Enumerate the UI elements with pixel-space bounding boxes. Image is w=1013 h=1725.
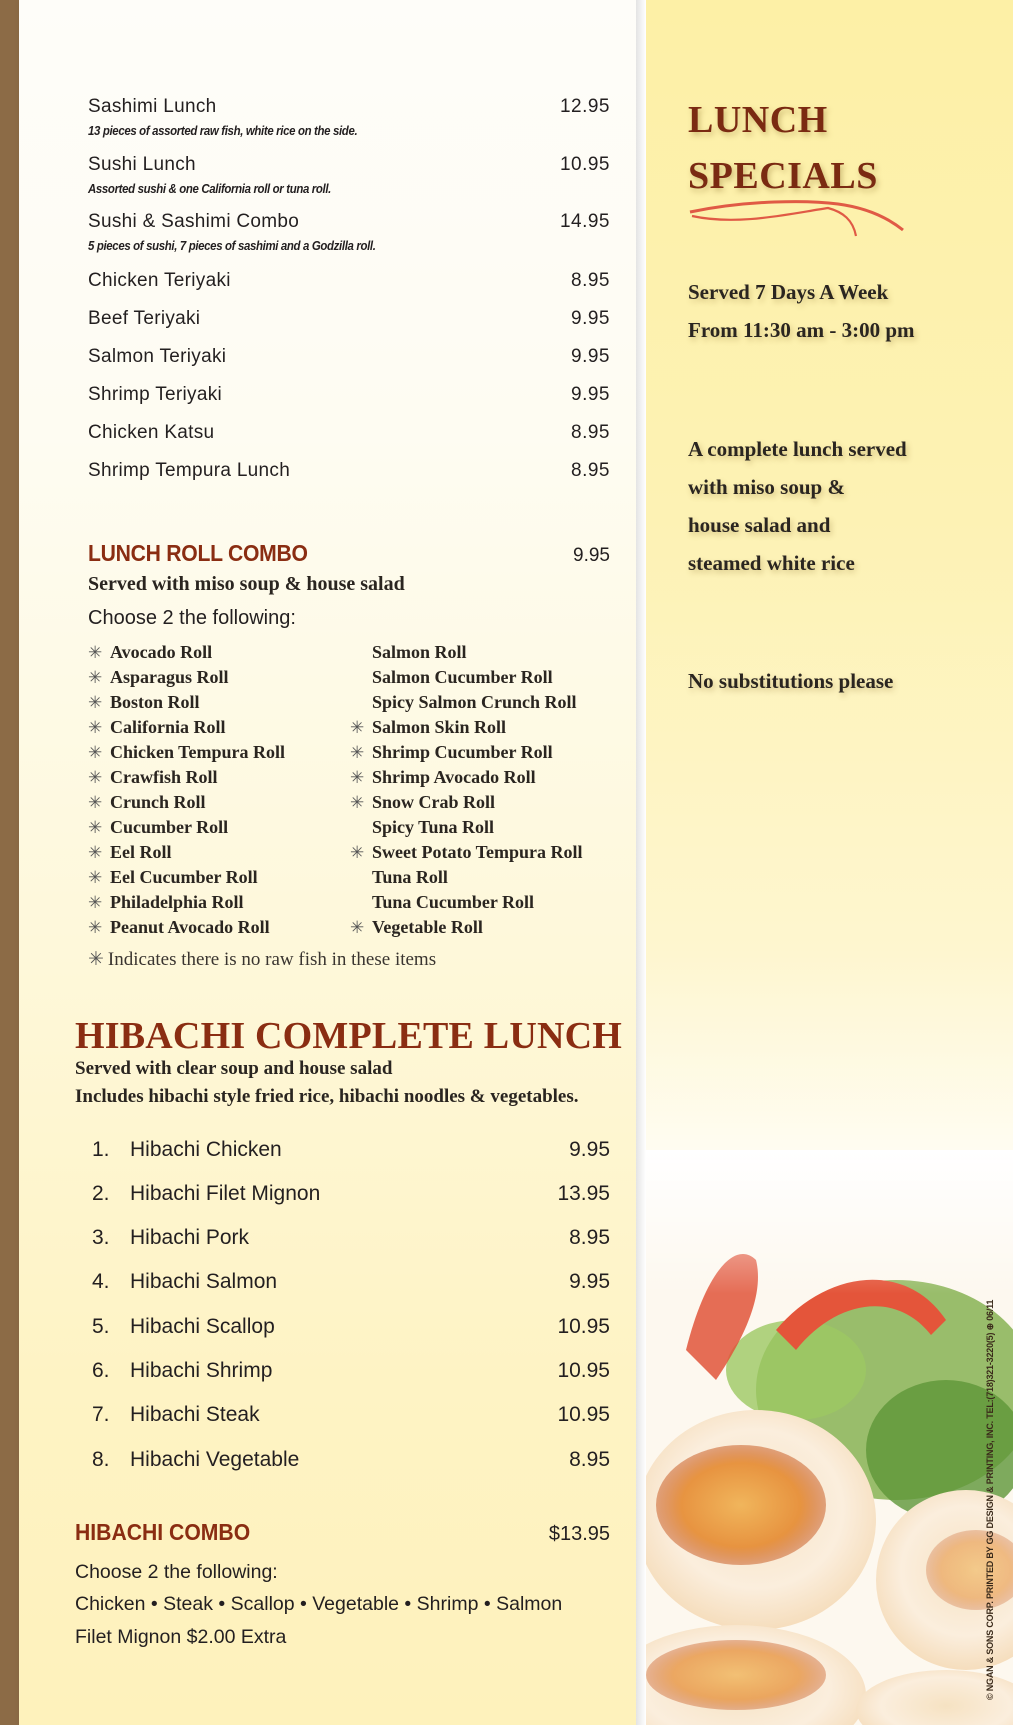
no-raw-fish-star-icon: ✳ [88,643,103,662]
printer-credit: © NGAN & SONS CORP. PRINTED BY GG DESIGN & PRINTING, INC. TEL:(718)321-3220(5) ⊕ 06/11 [985,1299,995,1700]
roll-item: ✳ Eel Roll [88,840,285,865]
menu-item-name: Shrimp Teriyaki [88,384,223,405]
menu-item-price: 8.95 [571,460,610,481]
menu-item-price: 8.95 [571,422,610,443]
section-price: $13.95 [548,1523,610,1545]
roll-list-column-1 [88,640,285,940]
no-raw-fish-star-icon: ✳ [88,793,103,812]
menu-item-name: Chicken Katsu [88,422,215,443]
roll-item: ✳ Sweet Potato Tempura Roll [350,840,583,865]
decorative-swash-icon [688,200,908,245]
section-subtitle: Served with miso soup & house salad [88,573,405,595]
roll-item: ✳ Snow Crab Roll [350,790,583,815]
no-raw-fish-star-icon: ✳ [88,818,103,837]
hibachi-includes: Includes hibachi style fried rice, hibachi noodles & vegetables. [75,1086,579,1107]
hibachi-item: 5. Hibachi Scallop 10.95 [92,1315,610,1338]
roll-item: ✳ Chicken Tempura Roll [88,740,285,765]
roll-item: ✳ Asparagus Roll [88,665,285,690]
menu-item [88,211,610,233]
hibachi-item: 3. Hibachi Pork 8.95 [92,1226,610,1249]
menu-item-price: 8.95 [571,270,610,291]
menu-item-price: 9.95 [571,384,610,405]
combo-options: Chicken • Steak • Scallop • Vegetable • Shrimp • Salmon [75,1593,563,1615]
hibachi-item: 2. Hibachi Filet Mignon 13.95 [92,1182,610,1205]
roll-item: ✳ Shrimp Avocado Roll [350,765,583,790]
raw-fish-footnote: ✳ Indicates there is no raw fish in these items [88,949,437,970]
roll-item: ✳ Boston Roll [88,690,285,715]
no-raw-fish-star-icon: ✳ [88,693,103,712]
menu-item [88,270,610,292]
roll-item: ✳ Vegetable Roll [350,915,583,940]
hibachi-item: 1. Hibachi Chicken 9.95 [92,1138,610,1161]
no-raw-fish-star-icon: ✳ [88,868,103,887]
roll-list-column-2 [350,640,583,940]
section-price: 9.95 [573,545,610,566]
menu-item-price: 14.95 [559,211,610,232]
no-substitutions-note: No substitutions please [688,669,894,693]
menu-item-price: 9.95 [571,308,610,329]
menu-item-name: Salmon Teriyaki [88,346,227,367]
lunch-description: A complete lunch served with miso soup & house salad and steamed white rice [688,437,907,575]
no-raw-fish-star-icon: ✳ [88,743,103,762]
menu-item [88,96,610,118]
no-raw-fish-star-icon: ✳ [88,718,103,737]
no-raw-fish-star-icon: ✳ [88,918,103,937]
no-raw-fish-star-icon: ✳ [350,793,365,812]
roll-item: ✳ Eel Cucumber Roll [88,865,285,890]
roll-item: Spicy Tuna Roll [372,817,495,837]
roll-item: ✳ Salmon Skin Roll [350,715,583,740]
menu-item-price: 9.95 [571,346,610,367]
menu-item-name: Chicken Teriyaki [88,270,231,291]
roll-item: ✳ Philadelphia Roll [88,890,285,915]
no-raw-fish-star-icon: ✳ [88,949,104,970]
lunch-roll-combo-header [88,540,610,567]
hibachi-item: 8. Hibachi Vegetable 8.95 [92,1448,610,1471]
roll-item: Tuna Cucumber Roll [372,892,535,912]
hibachi-title: HIBACHI COMPLETE LUNCH [75,1015,623,1057]
menu-item-name: Sushi Lunch [88,154,196,175]
roll-item: ✳ Avocado Roll [88,640,285,665]
menu-item-price: 10.95 [559,154,610,175]
hibachi-item: 4. Hibachi Salmon 9.95 [92,1270,610,1293]
no-raw-fish-star-icon: ✳ [88,843,103,862]
no-raw-fish-star-icon: ✳ [350,918,365,937]
no-raw-fish-star-icon: ✳ [350,718,365,737]
hibachi-item: 7. Hibachi Steak 10.95 [92,1403,610,1426]
hours-text: Served 7 Days A Week From 11:30 am - 3:00 pm [688,280,915,342]
scallop-salad-photo [646,1150,1013,1725]
no-raw-fish-star-icon: ✳ [350,743,365,762]
roll-item: Tuna Roll [372,867,448,887]
menu-item-description: 5 pieces of sushi, 7 pieces of sashimi and a Godzilla roll. [88,238,376,253]
hibachi-combo-header [75,1519,610,1546]
menu-item-name: Beef Teriyaki [88,308,201,329]
menu-item-description: Assorted sushi & one California roll or tuna roll. [88,181,332,196]
roll-item: ✳ Crawfish Roll [88,765,285,790]
lunch-specials-panel [646,0,1013,1725]
combo-extra-note: Filet Mignon $2.00 Extra [75,1626,287,1648]
roll-item: ✳ Crunch Roll [88,790,285,815]
roll-item: Spicy Salmon Crunch Roll [372,692,577,712]
menu-item [88,308,610,330]
menu-item-name: Shrimp Tempura Lunch [88,460,291,481]
menu-item [88,154,610,176]
roll-item: ✳ Shrimp Cucumber Roll [350,740,583,765]
roll-item: ✳ Cucumber Roll [88,815,285,840]
section-title: LUNCH ROLL COMBO [88,540,308,566]
hibachi-subtitle: Served with clear soup and house salad [75,1058,393,1079]
menu-item-name: Sushi & Sashimi Combo [88,211,300,232]
menu-item [88,422,610,444]
roll-item: ✳ California Roll [88,715,285,740]
menu-item [88,384,610,406]
menu-item-price: 12.95 [559,96,610,117]
menu-item [88,460,610,482]
roll-item: Salmon Cucumber Roll [372,667,553,687]
hibachi-item: 6. Hibachi Shrimp 10.95 [92,1359,610,1382]
no-raw-fish-star-icon: ✳ [350,843,365,862]
no-raw-fish-star-icon: ✳ [88,893,103,912]
page-fold [636,0,646,1725]
roll-item: ✳ Peanut Avocado Roll [88,915,285,940]
choose-label: Choose 2 the following: [88,607,296,629]
section-title: HIBACHI COMBO [75,1519,251,1545]
menu-item-description: 13 pieces of assorted raw fish, white rice on the side. [88,123,358,138]
roll-item: Salmon Roll [372,642,467,662]
choose-label: Choose 2 the following: [75,1561,278,1583]
no-raw-fish-star-icon: ✳ [350,768,365,787]
no-raw-fish-star-icon: ✳ [88,668,103,687]
menu-spine [0,0,19,1725]
menu-item-name: Sashimi Lunch [88,96,217,117]
panel-title: LUNCH SPECIALS [688,99,878,197]
no-raw-fish-star-icon: ✳ [88,768,103,787]
menu-item [88,346,610,368]
